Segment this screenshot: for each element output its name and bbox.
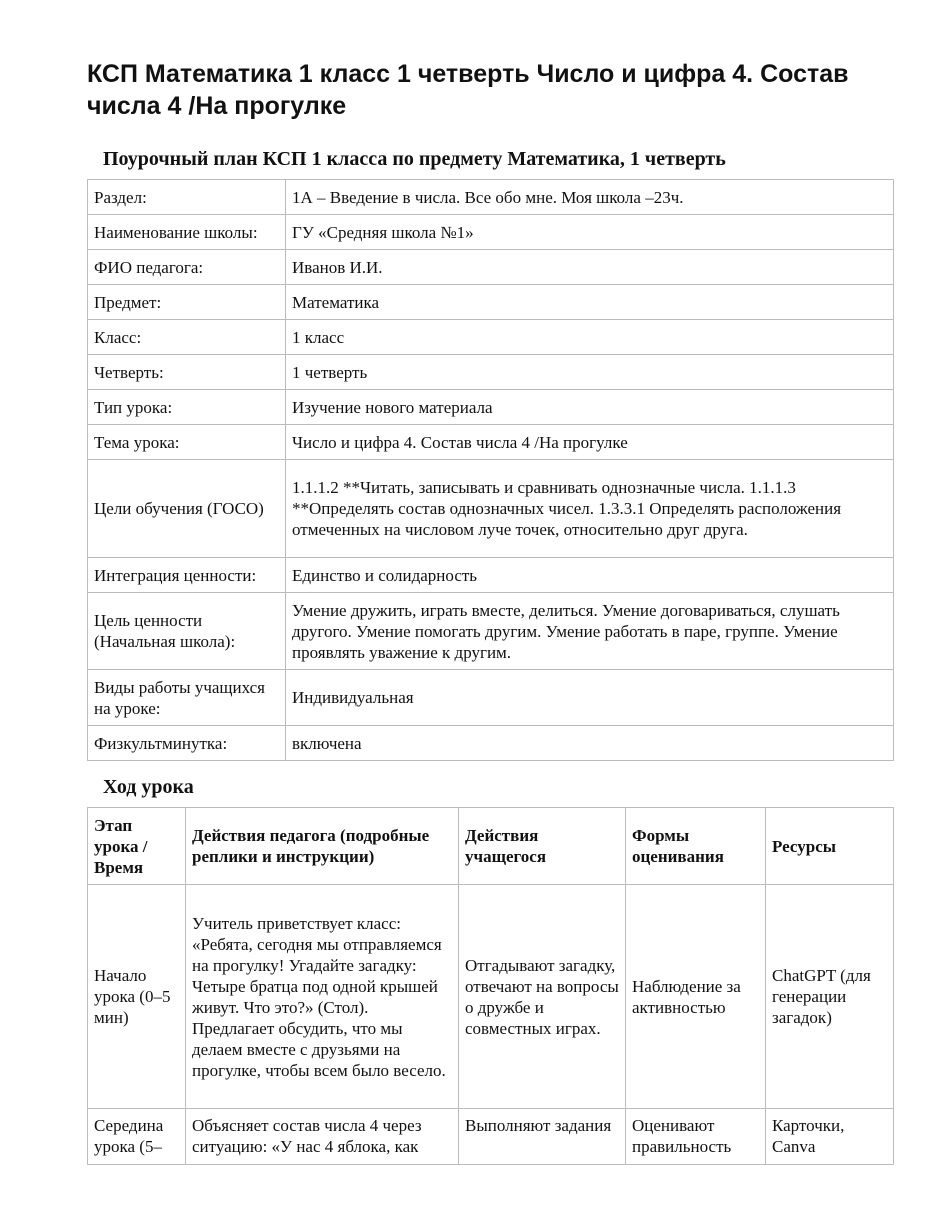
plan-value: Единство и солидарность [286, 558, 894, 593]
plan-label: Класс: [88, 320, 286, 355]
plan-row-subject [88, 285, 894, 320]
plan-row-value-integration [88, 558, 894, 593]
cell-resources: ChatGPT (для генерации загадок) [766, 885, 894, 1109]
plan-label: Тема урока: [88, 425, 286, 460]
plan-value: Математика [286, 285, 894, 320]
col-header-teacher-actions: Действия педагога (подробные реплики и инструкции) [186, 808, 459, 885]
document-title: КСП Математика 1 класс 1 четверть Число и цифра 4. Состав числа 4 /На прогулке [87, 60, 849, 120]
col-header-stage: Этап урока / Время [88, 808, 186, 885]
plan-label: Цель ценности (Начальная школа): [88, 593, 286, 670]
plan-value: 1 четверть [286, 355, 894, 390]
plan-value: 1 класс [286, 320, 894, 355]
plan-value: Иванов И.И. [286, 250, 894, 285]
plan-row-value-goal [88, 593, 894, 670]
cell-stage: Начало урока (0–5 мин) [88, 885, 186, 1109]
plan-value: Число и цифра 4. Состав числа 4 /На прогулке [286, 425, 894, 460]
plan-value: ГУ «Средняя школа №1» [286, 215, 894, 250]
cell-student-actions: Отгадывают загадку, отвечают на вопросы о дружбе и совместных играх. [459, 885, 626, 1109]
plan-label: Виды работы учащихся на уроке: [88, 670, 286, 726]
plan-label: Предмет: [88, 285, 286, 320]
cell-teacher-actions: Объясняет состав числа 4 через ситуацию: «У нас 4 яблока, как [186, 1109, 459, 1165]
plan-value: Изучение нового материала [286, 390, 894, 425]
plan-label: Четверть: [88, 355, 286, 390]
plan-row-phys-break [88, 726, 894, 761]
plan-row-goals [88, 460, 894, 558]
lesson-row-middle [88, 1109, 894, 1165]
cell-assessment: Наблюдение за активностью [626, 885, 766, 1109]
cell-resources: Карточки, Canva [766, 1109, 894, 1165]
cell-teacher-actions: Учитель приветствует класс: «Ребята, сегодня мы отправляемся на прогулку! Угадайте загадку: Четыре братца под одной крышей живут. Что это?» (Стол). Предлагает обсудить, что мы делаем вместе с друзьями на прогулке, чтобы всем было весело. [186, 885, 459, 1109]
col-header-student-actions: Действия учащегося [459, 808, 626, 885]
plan-row-teacher [88, 250, 894, 285]
lesson-row-start [88, 885, 894, 1109]
plan-row-section [88, 180, 894, 215]
plan-row-class [88, 320, 894, 355]
cell-stage: Середина урока (5– [88, 1109, 186, 1165]
plan-label: ФИО педагога: [88, 250, 286, 285]
plan-row-work-types [88, 670, 894, 726]
plan-row-topic [88, 425, 894, 460]
lesson-heading: Ход урока [103, 776, 194, 798]
plan-value: Индивидуальная [286, 670, 894, 726]
plan-row-lesson-type [88, 390, 894, 425]
plan-value: 1.1.1.2 **Читать, записывать и сравнивать однозначные числа. 1.1.1.3 **Определять состав однозначных чисел. 1.3.3.1 Определять расположения отмеченных на числовом луче точек, относительно друг друга. [286, 460, 894, 558]
cell-assessment: Оценивают правильность [626, 1109, 766, 1165]
plan-label: Тип урока: [88, 390, 286, 425]
col-header-resources: Ресурсы [766, 808, 894, 885]
plan-heading: Поурочный план КСП 1 класса по предмету Математика, 1 четверть [103, 148, 726, 170]
plan-label: Физкультминутка: [88, 726, 286, 761]
col-header-assessment: Формы оценивания [626, 808, 766, 885]
lesson-header-row [88, 808, 894, 885]
lesson-table [87, 807, 894, 1165]
plan-table [87, 179, 894, 761]
plan-value: 1А – Введение в числа. Все обо мне. Моя школа –23ч. [286, 180, 894, 215]
plan-row-quarter [88, 355, 894, 390]
plan-label: Раздел: [88, 180, 286, 215]
plan-value: включена [286, 726, 894, 761]
plan-label: Интеграция ценности: [88, 558, 286, 593]
plan-label: Наименование школы: [88, 215, 286, 250]
plan-label: Цели обучения (ГОСО) [88, 460, 286, 558]
cell-student-actions: Выполняют задания [459, 1109, 626, 1165]
plan-row-school [88, 215, 894, 250]
plan-value: Умение дружить, играть вместе, делиться. Умение договариваться, слушать другого. Умение помогать другим. Умение работать в паре, группе. Умение проявлять уважение к другим. [286, 593, 894, 670]
